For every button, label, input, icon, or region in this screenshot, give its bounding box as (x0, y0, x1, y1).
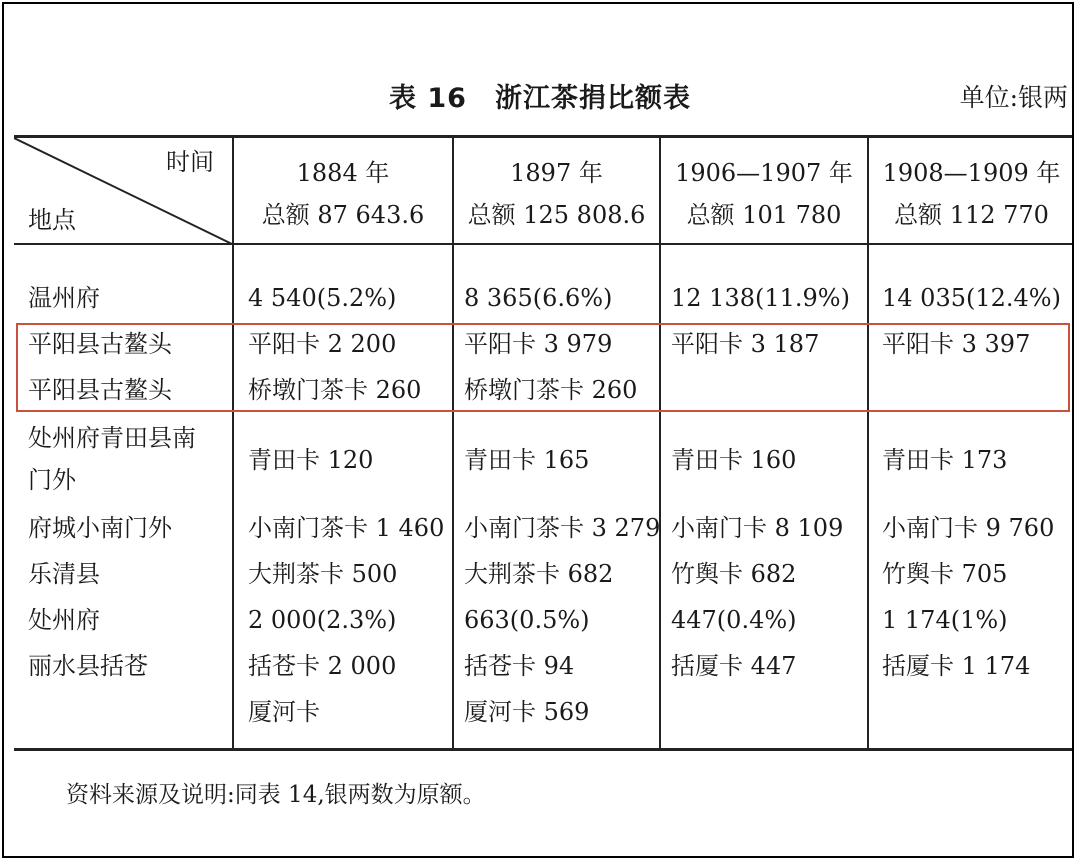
table-cell: 桥墩门茶卡 260 (464, 376, 638, 404)
corner-label-time: 时间 (166, 148, 214, 176)
table-cell: 4 540(5.2%) (248, 284, 397, 312)
table-cell: 括厦卡 1 174 (882, 652, 1031, 680)
header-year: 1897 年 (510, 159, 603, 187)
table-cell: 括厦卡 447 (671, 652, 797, 680)
header-total: 总额 87 643.6 (261, 201, 425, 229)
table-cell: 竹舆卡 705 (882, 560, 1008, 588)
column-header-1897 (454, 152, 659, 236)
table-cell: 青田卡 120 (248, 446, 374, 474)
document-page (2, 2, 1074, 858)
table-cell: 447(0.4%) (671, 606, 797, 634)
table-cell: 大荆茶卡 682 (464, 560, 614, 588)
table-cell: 小南门卡 9 760 (882, 514, 1055, 542)
row-place: 温州府 (28, 284, 100, 312)
table-cell: 平阳卡 3 187 (671, 330, 820, 358)
table-cell: 8 365(6.6%) (464, 284, 613, 312)
table-cell: 小南门茶卡 1 460 (248, 514, 445, 542)
table-cell: 厦河卡 569 (464, 698, 590, 726)
column-header-1906-1907 (661, 152, 867, 236)
table-cell: 大荆茶卡 500 (248, 560, 398, 588)
table-cell: 小南门茶卡 3 279 (464, 514, 661, 542)
row-place: 处州府青田县南 (28, 424, 196, 452)
table-cell: 2 000(2.3%) (248, 606, 397, 634)
row-place: 门外 (28, 466, 76, 494)
source-note: 资料来源及说明:同表 14,银两数为原额。 (66, 782, 486, 808)
row-place: 乐清县 (28, 560, 100, 588)
table-cell: 663(0.5%) (464, 606, 590, 634)
table-cell: 括苍卡 2 000 (248, 652, 397, 680)
table-cell: 小南门卡 8 109 (671, 514, 844, 542)
header-year: 1908—1909 年 (882, 159, 1061, 187)
row-place: 府城小南门外 (28, 514, 172, 542)
row-place: 平阳县古鳌头 (28, 376, 172, 404)
table-cell: 青田卡 160 (671, 446, 797, 474)
unit-label: 单位:银两 (959, 83, 1068, 112)
table-cell: 平阳卡 3 397 (882, 330, 1031, 358)
table-cell: 14 035(12.4%) (882, 284, 1061, 312)
table-cell: 平阳卡 3 979 (464, 330, 613, 358)
table-cell: 12 138(11.9%) (671, 284, 850, 312)
table-cell: 厦河卡 (248, 698, 320, 726)
header-total: 总额 125 808.6 (467, 201, 646, 229)
bottom-rule (14, 748, 1072, 751)
header-year: 1906—1907 年 (675, 159, 853, 187)
header-total: 总额 101 780 (686, 201, 842, 229)
table-cell: 青田卡 173 (882, 446, 1008, 474)
corner-label-place: 地点 (28, 206, 76, 234)
row-place: 平阳县古鳌头 (28, 330, 172, 358)
table-cell: 青田卡 165 (464, 446, 590, 474)
table-title: 表 16 浙江茶捐比额表 (389, 83, 691, 114)
column-header-1884 (234, 152, 452, 236)
row-place: 丽水县括苍 (28, 652, 148, 680)
header-year: 1884 年 (296, 159, 390, 187)
table-cell: 平阳卡 2 200 (248, 330, 397, 358)
column-header-1908-1909 (869, 152, 1074, 236)
table-cell: 1 174(1%) (882, 606, 1008, 634)
table-cell: 括苍卡 94 (464, 652, 575, 680)
table-cell: 竹舆卡 682 (671, 560, 797, 588)
header-total: 总额 112 770 (894, 201, 1049, 229)
row-place: 处州府 (28, 606, 100, 634)
table-cell: 桥墩门茶卡 260 (248, 376, 422, 404)
